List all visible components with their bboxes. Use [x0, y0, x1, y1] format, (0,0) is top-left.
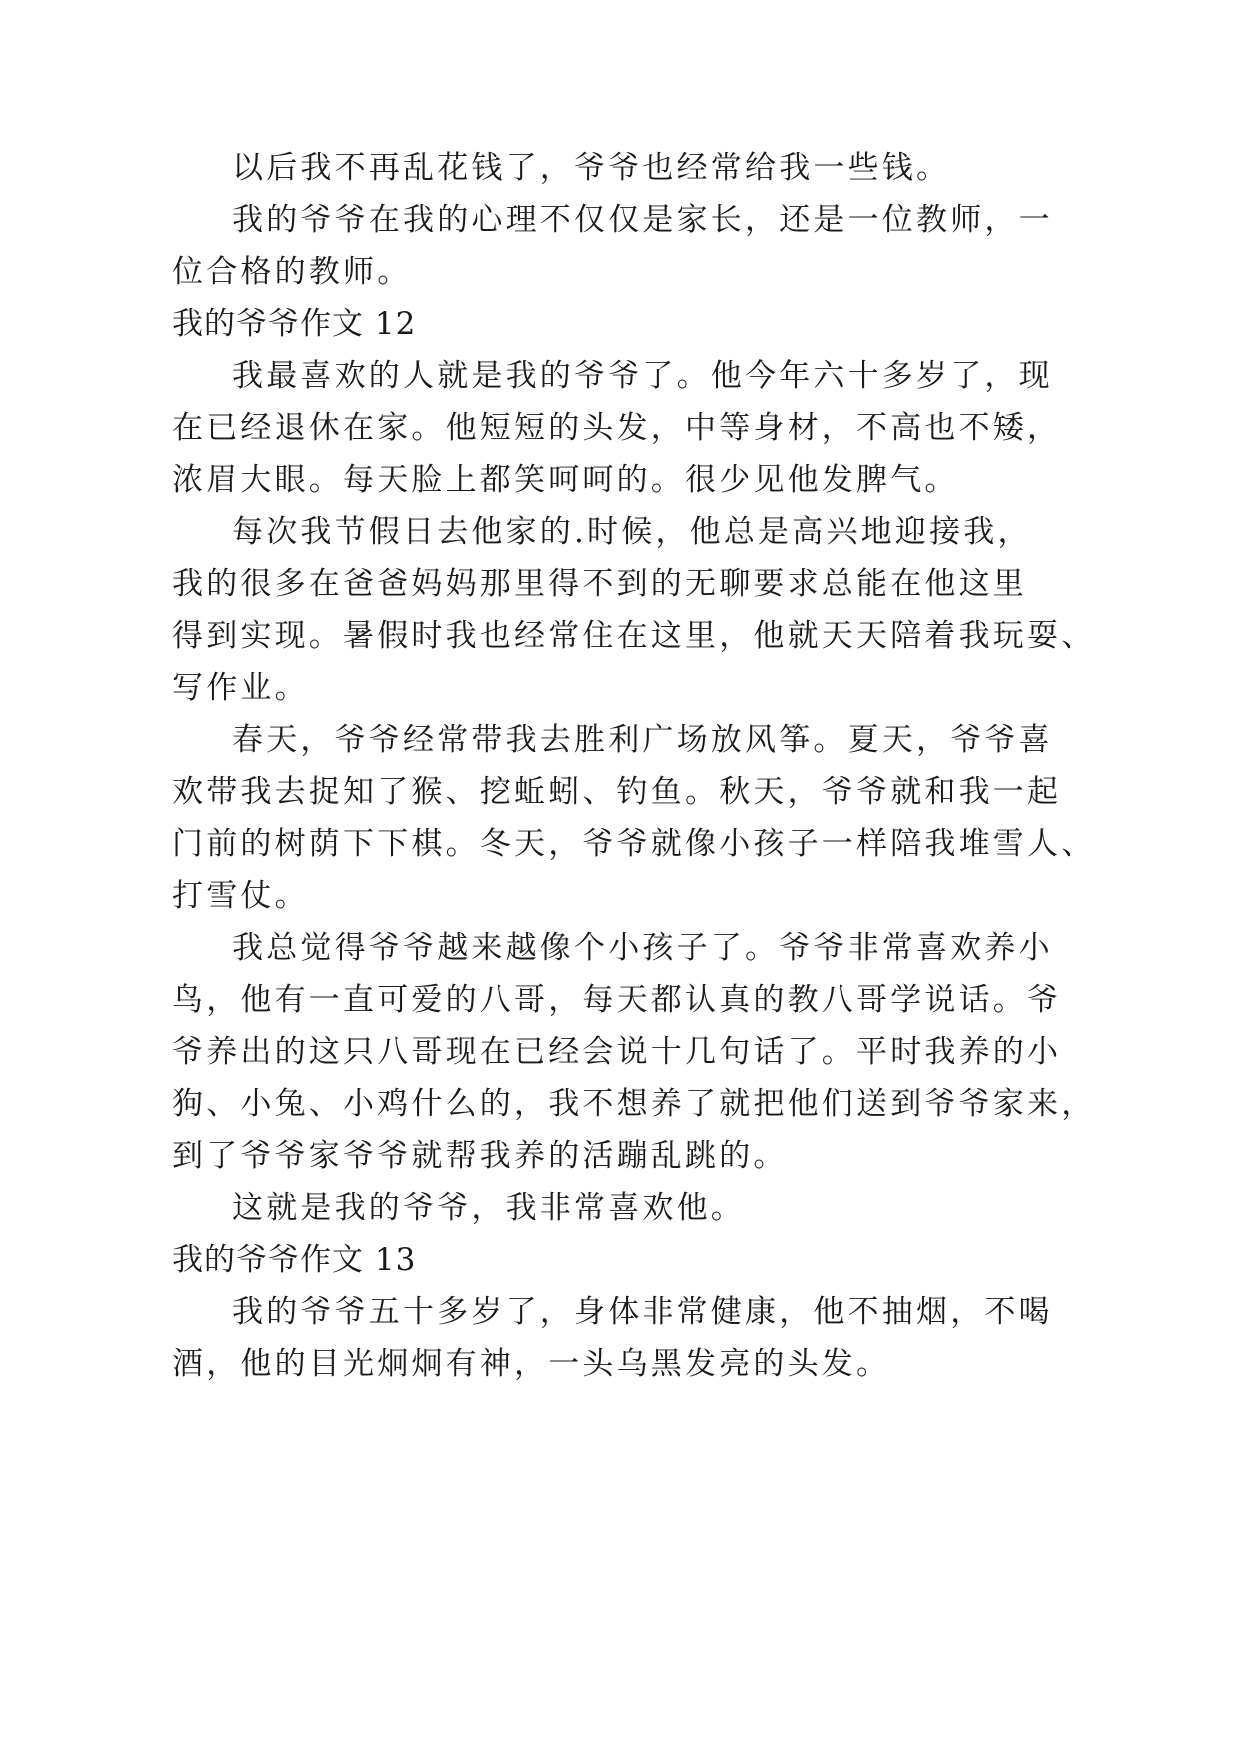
text-line: 浓眉大眼。每天脸上都笑呵呵的。很少见他发脾气。 [172, 462, 959, 498]
section-heading: 我的爷爷作文 12 [172, 306, 417, 342]
text-line: 在已经退休在家。他短短的头发，中等身材，不高也不矮， [172, 410, 1062, 446]
text-line: 打雪仗。 [172, 878, 309, 914]
text-line: 爷养出的这只八哥现在已经会说十几句话了。平时我养的小 [172, 1034, 1062, 1070]
text-line: 以后我不再乱花钱了，爷爷也经常给我一些钱。 [232, 150, 951, 186]
text-line: 我的爷爷在我的心理不仅仅是家长，还是一位教师，一 [232, 202, 1053, 238]
text-line: 我最喜欢的人就是我的爷爷了。他今年六十多岁了，现 [232, 358, 1053, 394]
text-line: 这就是我的爷爷，我非常喜欢他。 [232, 1190, 745, 1226]
text-line: 得到实现。暑假时我也经常住在这里，他就天天陪着我玩耍、 [172, 618, 1096, 654]
text-line: 鸟，他有一直可爱的八哥，每天都认真的教八哥学说话。爷 [172, 982, 1062, 1018]
text-line: 位合格的教师。 [172, 254, 412, 290]
text-line: 我的爷爷五十多岁了，身体非常健康，他不抽烟，不喝 [232, 1294, 1053, 1330]
text-line: 我总觉得爷爷越来越像个小孩子了。爷爷非常喜欢养小 [232, 930, 1053, 966]
text-line: 春天，爷爷经常带我去胜利广场放风筝。夏天，爷爷喜 [232, 722, 1053, 758]
text-line: 欢带我去捉知了猴、挖蚯蚓、钓鱼。秋天，爷爷就和我一起 [172, 774, 1062, 810]
section-heading: 我的爷爷作文 13 [172, 1242, 417, 1278]
text-line: 门前的树荫下下棋。冬天，爷爷就像小孩子一样陪我堆雪人、 [172, 826, 1096, 862]
text-line: 狗、小兔、小鸡什么的，我不想养了就把他们送到爷爷家来， [172, 1086, 1096, 1122]
text-line: 每次我节假日去他家的.时候，他总是高兴地迎接我， [232, 514, 1032, 550]
text-line: 酒，他的目光炯炯有神，一头乌黑发亮的头发。 [172, 1346, 891, 1382]
text-line: 我的很多在爸爸妈妈那里得不到的无聊要求总能在他这里 [172, 566, 1027, 602]
text-line: 到了爷爷家爷爷就帮我养的活蹦乱跳的。 [172, 1138, 788, 1174]
text-line: 写作业。 [172, 670, 309, 706]
